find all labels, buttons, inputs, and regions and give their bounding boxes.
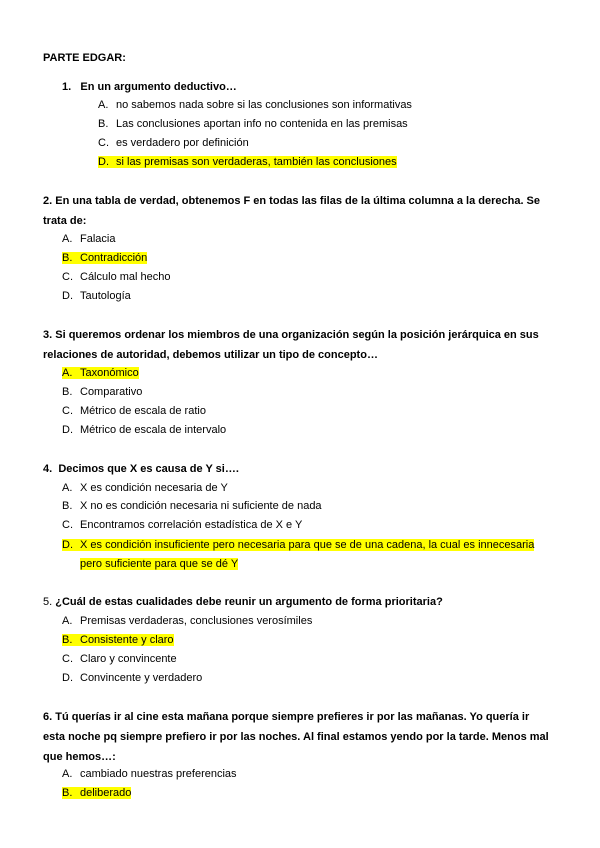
option-5a: A. Premisas verdaderas, conclusiones verosímiles	[62, 615, 313, 627]
option-2a: A. Falacia	[62, 233, 116, 245]
option-3c: C. Métrico de escala de ratio	[62, 405, 206, 417]
page-heading: PARTE EDGAR:	[43, 52, 126, 64]
question-number: 2.	[43, 195, 53, 207]
question-number: 5.	[43, 596, 53, 608]
question-2	[43, 191, 553, 231]
option-4d-answer-cont: pero suficiente para que se dé Y	[80, 558, 239, 570]
question-number: 4.	[43, 463, 53, 475]
question-text: En una tabla de verdad, obtenemos F en todas las filas de la última columna a la derecha. Se trata de:	[43, 195, 541, 227]
option-5c: C. Claro y convincente	[62, 653, 177, 665]
option-5d: D. Convincente y verdadero	[62, 672, 203, 684]
option-3a-answer: A. Taxonómico	[62, 367, 139, 379]
option-3b: B. Comparativo	[62, 386, 143, 398]
option-2d: D. Tautología	[62, 290, 131, 302]
option-6a: A. cambiado nuestras preferencias	[62, 768, 237, 780]
question-number: 3.	[43, 329, 53, 341]
option-2c: C. Cálculo mal hecho	[62, 271, 171, 283]
question-text: Tú querías ir al cine esta mañana porque siempre prefieres ir por las mañanas. Yo quería ir esta noche pq siempre prefiero ir por las noches. Al final estamos yendo por la tarde. Menos mal que hemos…:	[43, 711, 549, 763]
option-4d-answer: D. X es condición insuficiente pero necesaria para que se de una cadena, la cual es innecesaria	[62, 539, 535, 551]
question-6	[43, 707, 553, 767]
option-5b-answer: B. Consistente y claro	[62, 634, 174, 646]
option-1a: A. no sabemos nada sobre si las conclusiones son informativas	[98, 99, 412, 111]
option-6b-answer: B. deliberado	[62, 787, 132, 799]
question-1	[62, 77, 572, 97]
question-5	[43, 592, 553, 612]
question-text: Decimos que X es causa de Y si….	[58, 463, 239, 475]
option-2b-answer: B. Contradicción	[62, 252, 148, 264]
question-text: En un argumento deductivo…	[80, 81, 237, 93]
question-number: 1.	[62, 81, 72, 93]
question-text: ¿Cuál de estas cualidades debe reunir un argumento de forma prioritaria?	[55, 596, 443, 608]
option-4c: C. Encontramos correlación estadística de X e Y	[62, 519, 303, 531]
option-1b: B. Las conclusiones aportan info no contenida en las premisas	[98, 118, 408, 130]
question-3	[43, 325, 553, 365]
option-1d-answer: D. si las premisas son verdaderas, también las conclusiones	[98, 156, 397, 168]
question-4	[43, 459, 553, 479]
question-text: Si queremos ordenar los miembros de una organización según la posición jerárquica en sus relaciones de autoridad, debemos utilizar un tipo de concepto…	[43, 329, 539, 361]
option-4b: B. X no es condición necesaria ni suficiente de nada	[62, 500, 322, 512]
option-4a: A. X es condición necesaria de Y	[62, 482, 228, 494]
option-1c: C. es verdadero por definición	[98, 137, 249, 149]
question-number: 6.	[43, 711, 53, 723]
option-3d: D. Métrico de escala de intervalo	[62, 424, 227, 436]
